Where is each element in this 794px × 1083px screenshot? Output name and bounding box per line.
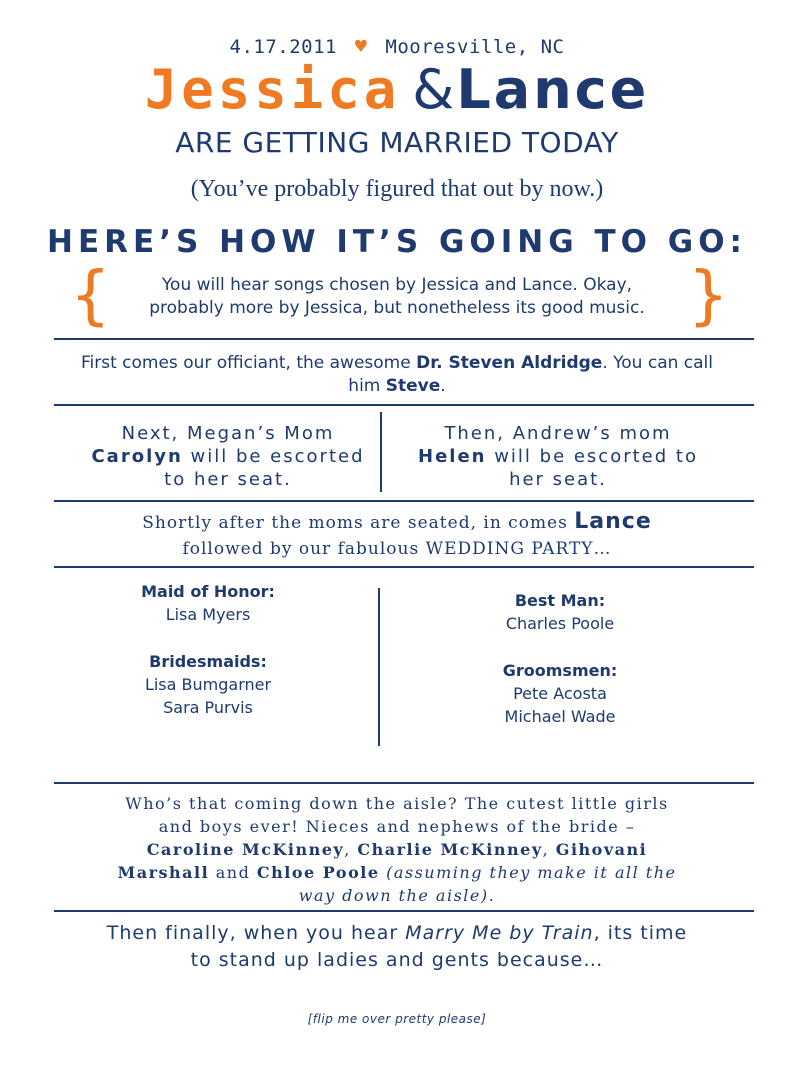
announcement: ARE GETTING MARRIED TODAY [175,126,619,159]
divider [54,910,754,912]
finally-line-2: to stand up ladies and gents because… [190,949,604,971]
kids-note: (assuming they make it all the [379,863,677,882]
songs-text [0,274,794,320]
right-curly-brace-icon: } [688,259,729,333]
kids-line-1: Who’s that coming down the aisle? The cutest little girls [125,794,669,813]
escort-right-rest: will be escorted to [486,446,698,467]
divider [54,782,754,784]
bride-side-party [108,580,308,719]
wedding-location: Mooresville, NC [385,36,565,58]
wedding-date: 4.17.2011 [229,36,337,58]
divider [54,566,754,568]
escort-separator [380,412,382,492]
moms-seated-text [0,509,794,562]
left-curly-brace-icon: { [70,259,111,333]
escort-right-name: Helen [418,446,487,467]
officiant-line2: him [348,376,386,396]
kid-name: Caroline McKinney [146,840,345,859]
separator: , [344,840,358,859]
section-heading: HERE’S HOW IT’S GOING TO GO: [47,224,747,260]
escort-right [408,422,708,491]
heart-icon: ♥ [354,34,368,58]
kid-name: Charlie McKinney [357,840,543,859]
aside-text: (You’ve probably figured that out by now.) [190,176,604,202]
best-man-label: Best Man: [514,591,606,610]
bridesmaid-name: Sara Purvis [163,698,253,717]
couple-names [0,58,794,122]
maid-of-honor-name: Lisa Myers [165,605,251,624]
finally-post: , its time [593,922,688,944]
groom-side-party [460,589,660,728]
kid-name: Marshall [117,863,210,882]
bridesmaid-name: Lisa Bumgarner [144,675,272,694]
bridesmaids-label: Bridesmaids: [149,652,267,671]
kids-end: . [488,886,496,905]
songs-line-1: You will hear songs chosen by Jessica and Lance. Okay, [161,275,633,295]
escort-right-line3: her seat. [509,469,607,490]
divider [54,338,754,340]
groomsman-name: Pete Acosta [513,684,607,703]
escort-left-line3: to her seat. [164,469,292,490]
flip-note: [flip me over pretty please] [307,1012,487,1026]
finally-intro: Then finally, when you hear [106,922,406,944]
party-separator [378,588,380,746]
bride-name: Jessica [144,58,401,121]
officiant-nickname: Steve [385,376,441,396]
escort-right-line1: Then, Andrew’s mom [444,423,672,444]
kids-line-2: and boys ever! Nieces and nephews of the bride – [158,817,636,836]
officiant-intro: First comes our officiant, the awesome [80,353,417,373]
groom-name: Lance [456,58,650,121]
songs-line-2: probably more by Jessica, but nonetheless its good music. [149,298,645,318]
escort-left-rest: will be escorted [182,446,365,467]
ampersand: & [412,58,455,121]
officiant-mid: . You can call [602,353,713,373]
date-location-line [0,34,794,58]
groomsman-name: Michael Wade [504,707,616,726]
flower-kids-text [0,792,794,907]
lance-name: Lance [574,509,652,534]
conjunction: and [209,863,257,882]
separator: , [542,840,556,859]
divider [54,404,754,406]
officiant-name: Dr. Steven Aldridge [416,353,603,373]
best-man-name: Charles Poole [505,614,615,633]
groomsmen-label: Groomsmen: [502,661,618,680]
escort-left-name: Carolyn [91,446,183,467]
song-title: Marry Me by Train [405,922,594,944]
kids-note: way down the aisle) [298,886,489,905]
kid-name: Gihovani [555,840,648,859]
divider [54,500,754,502]
maid-of-honor-label: Maid of Honor: [141,582,275,601]
kid-name: Chloe Poole [256,863,380,882]
officiant-end: . [440,376,446,396]
escort-left-line1: Next, Megan’s Mom [121,423,335,444]
finally-text [0,920,794,974]
moms-seated-intro: Shortly after the moms are seated, in comes [142,513,575,533]
wedding-party-intro: followed by our fabulous WEDDING PARTY… [182,539,612,559]
officiant-text [0,352,794,398]
escort-left [78,422,378,491]
